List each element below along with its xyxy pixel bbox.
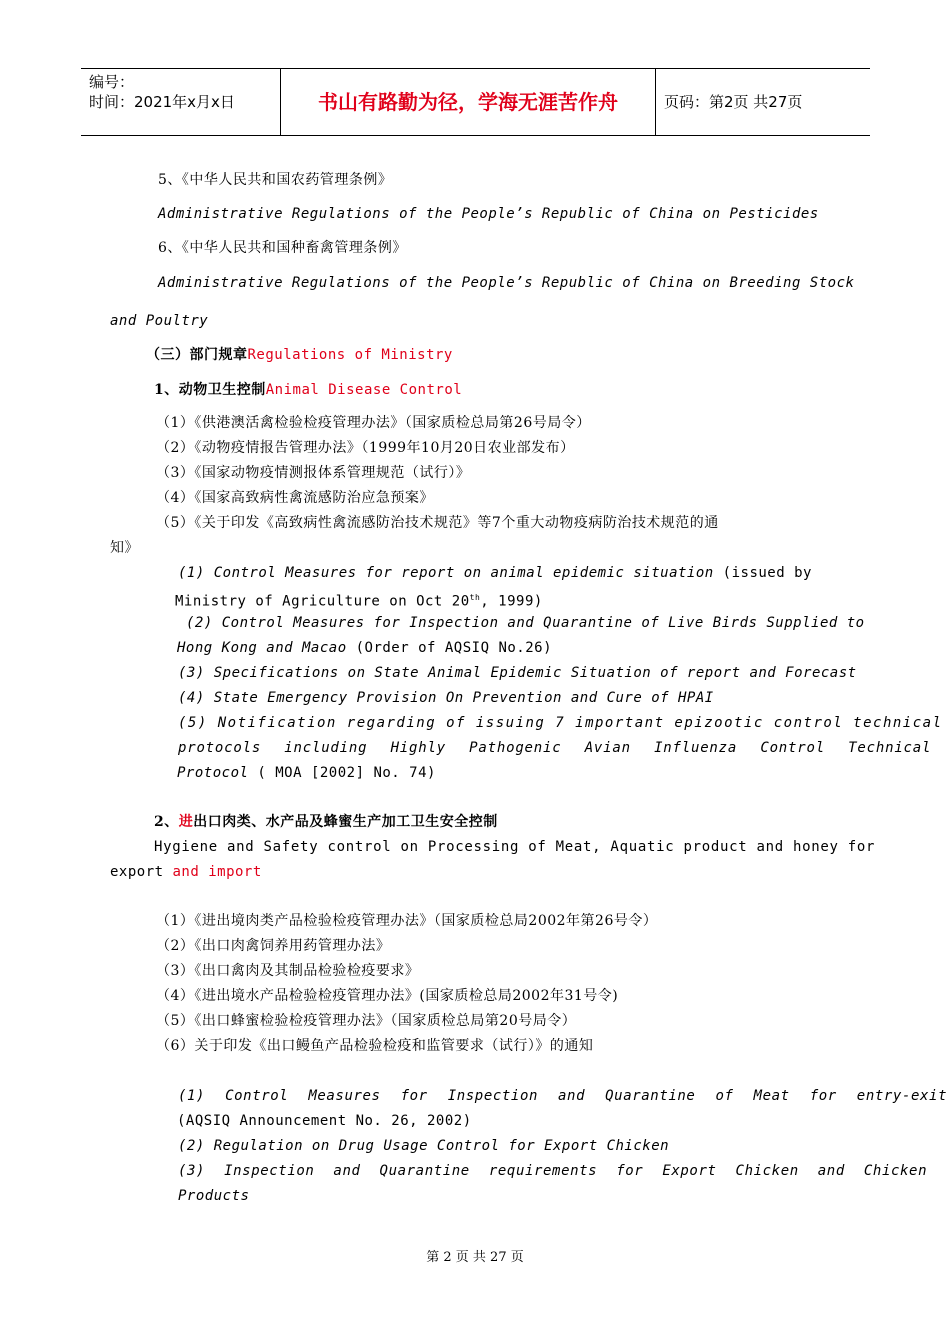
subsection-2-en-line1: Hygiene and Safety control on Processing of Meat, Aquatic product and honey for	[154, 839, 876, 855]
list-item: （1）《供港澳活禽检验检疫管理办法》（国家质检总局第26号局令）	[156, 415, 591, 431]
list-item: （2）《出口肉禽饲养用药管理办法》	[156, 938, 391, 954]
animal-en-5-line3: Protocol ( MOA [2002] No. 74)	[177, 765, 436, 781]
document-date: 时间：2021年x月x日	[89, 93, 235, 111]
regulation-5-cn: 5、《中华人民共和国农药管理条例》	[158, 172, 393, 188]
section-3-heading	[146, 345, 453, 365]
subsection-1-title-en: Animal Disease Control	[265, 382, 463, 398]
page-header	[81, 68, 870, 136]
list-item: （3）《出口禽肉及其制品检验检疫要求》	[156, 963, 420, 979]
regulation-5-en: Administrative Regulations of the People’s Republic of China on Pesticides	[158, 206, 819, 222]
header-page-info: 页码：第2页 共27页	[664, 93, 803, 111]
header-meta	[81, 69, 281, 135]
list-item: （2）《动物疫情报告管理办法》（1999年10月20日农业部发布）	[156, 440, 575, 456]
animal-en-1-line1: (1) Control Measures for report on animal epidemic situation (issued by	[178, 565, 812, 581]
animal-en-4: (4) State Emergency Provision On Prevention and Cure of HPAI	[178, 690, 714, 706]
animal-en-5-line2: protocols including Highly Pathogenic Avian Influenza Control Technical	[178, 740, 932, 756]
meat-en-1-line2: (AQSIQ Announcement No. 26, 2002)	[177, 1113, 472, 1129]
list-item: 知》	[110, 540, 139, 556]
header-motto: 书山有路勤为径，学海无涯苦作舟	[281, 69, 656, 135]
regulation-6-en-line2: and Poultry	[110, 313, 209, 329]
section-3-title-en: Regulations of Ministry	[247, 347, 453, 363]
meat-en-3-line1: (3) Inspection and Quarantine requirements for Export Chicken and Chicken	[178, 1163, 928, 1179]
meat-en-1-line1: (1) Control Measures for Inspection and Quarantine of Meat for entry-exit	[178, 1088, 948, 1104]
meat-en-2: (2) Regulation on Drug Usage Control for Export Chicken	[178, 1138, 670, 1154]
animal-en-3: (3) Specifications on State Animal Epidemic Situation of report and Forecast	[178, 665, 857, 681]
regulation-6-en-line1: Administrative Regulations of the People’s Republic of China on Breeding Stock	[158, 275, 855, 291]
list-item: （1）《进出境肉类产品检验检疫管理办法》（国家质检总局2002年第26号令）	[156, 913, 658, 929]
document-number: 编号：	[89, 73, 135, 91]
list-item: （6）关于印发《出口鳗鱼产品检验检疫和监管要求（试行）》的通知	[156, 1038, 594, 1054]
regulation-6-cn: 6、《中华人民共和国种畜禽管理条例》	[158, 240, 407, 256]
animal-en-2-line1: (2) Control Measures for Inspection and Quarantine of Live Birds Supplied to	[186, 615, 865, 631]
section-3-title-cn: （三）部门规章	[146, 347, 248, 363]
subsection-1-heading	[154, 380, 462, 400]
subsection-1-title-cn: 1、动物卫生控制	[154, 382, 266, 398]
list-item: （4）《国家高致病性禽流感防治应急预案》	[156, 490, 434, 506]
subsection-2-en-line2: export and import	[110, 864, 262, 880]
subsection-2-heading: 2、进出口肉类、水产品及蜂蜜生产加工卫生安全控制	[154, 814, 498, 830]
list-item: （4）《进出境水产品检验检疫管理办法》(国家质检总局2002年31号令)	[156, 988, 619, 1004]
page-footer: 第 2 页 共 27 页	[426, 1250, 524, 1265]
animal-en-5-line1: (5) Notification regarding of issuing 7 important epizootic control technical	[178, 715, 943, 731]
list-item: （5）《出口蜂蜜检验检疫管理办法》（国家质检总局第20号局令）	[156, 1013, 577, 1029]
animal-en-1-line2: Ministry of Agriculture on Oct 20th, 1999)	[175, 593, 543, 610]
list-item: （5）《关于印发《高致病性禽流感防治技术规范》等7个重大动物疫病防治技术规范的通	[156, 515, 719, 531]
list-item: （3）《国家动物疫情测报体系管理规范（试行）》	[156, 465, 471, 481]
meat-en-3-line2: Products	[178, 1188, 250, 1204]
animal-en-2-line2: Hong Kong and Macao (Order of AQSIQ No.26)	[177, 640, 553, 656]
